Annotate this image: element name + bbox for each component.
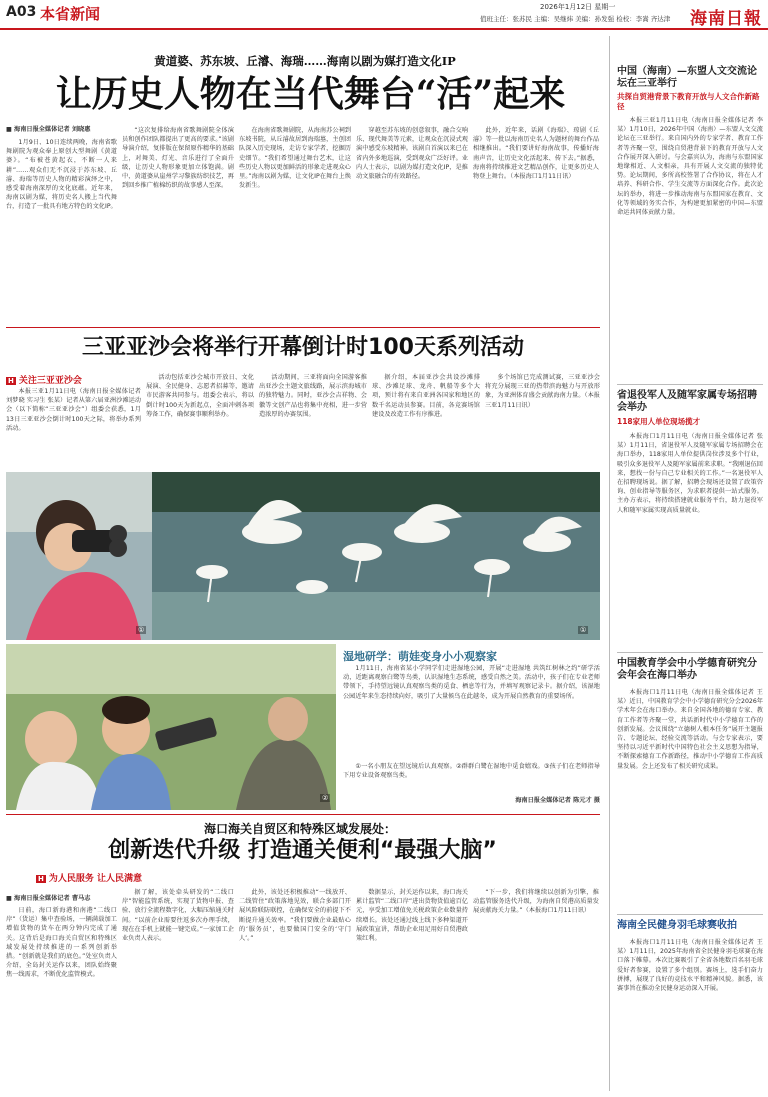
story1-col5: 此外，近年来，话剧《海瑞》、琼剧《丘濬》等一批以海南历史名人为题材的舞台作品相继推出。“我们要讲好海南故事，传播好海南声音，让历史文化活起来、传下去。”据悉，海南将持续推进文艺精品创作，让更多历史人物登上舞台。（本报海口1月11日讯）	[473, 127, 599, 181]
right-a4-text: 本报海口1月11日电（海南日报全媒体记者 王某）1月11日，2025年海南省全民健身羽毛球赛在海口落下帷幕。本次比赛吸引了全省各地数百名羽毛球爱好者参赛，设置了多个组别。赛场上，选手们奋力拼搏，展现了良好的竞技水平和精神风貌。据悉，该赛事旨在推动全民健身运动深入开展。	[617, 939, 763, 993]
story1-byline: ■ 海南日报全媒体记者 刘晓惠	[6, 126, 91, 133]
photo-caption-1-small: ①	[138, 626, 145, 634]
story3-col4: 数据显示，封关运作以来，海口海关累计监管“二线口岸”进出货物货值逾百亿元，享受加工增值免关税政策企业数量持续增长。该处还通过线上线下多种渠道开展政策宣讲，帮助企业用足用好自贸港政策红利。	[356, 889, 468, 943]
right-a1-sub: 共探自贸港背景下教育开放与人文合作新路径	[617, 92, 760, 111]
feature-list: ①一名小朋友在望远镜后认真观察。②群群白鹭在湿地中觅食嬉戏。③孩子们在老师指导下用专业设备观察鸟类。	[343, 763, 600, 780]
divider	[6, 327, 600, 328]
right-a2-text: 本报海口1月11日电（海南日报全媒体记者 张某）1月11日，省退役军人及随军家属专场招聘会在海口举办，118家用人单位提供岗位涉及多个行业，吸引众多退役军人及随军家属前来求职。“我刚退伍回来，想找一份与自己专业相关的工作。”一名退役军人在招聘现场说。据了解，招聘会现场还设置了政策咨询、创业指导等服务区，为求职者提供一站式服务。主办方表示，将持续搭建就业服务平台，助力退役军人和随军家属实现高质量就业。	[617, 433, 763, 514]
section-title: 本省新闻	[40, 5, 101, 23]
story2-col5: 多个场馆已完成测试赛，三亚亚沙会将充分展现三亚的热带滨海魅力与开放形象，为亚洲体育盛会贡献海南力量。（本报三亚1月11日讯）	[485, 374, 600, 409]
story3-tag	[36, 871, 142, 884]
divider	[617, 652, 763, 653]
story2-col1: 本报三亚1月11日电（海南日报全媒体记者 刘梦晓 实习生 张某）记者从第六届亚洲沙滩运动会（以下简称“三亚亚沙会”）组委会获悉，1月13日三亚亚沙会倒计时100天之际，将举办系列活动。	[6, 388, 141, 432]
child-binoculars-illustration	[6, 472, 152, 640]
right-a3-title: 中国教育学会中小学德育研究分会年会在海口举办	[617, 658, 757, 681]
story1-col3: 在海南省歌舞剧院，从海南苏公祠到东坡书院，从丘濬故居到海瑞墓，主创团队深入历史现场，走访专家学者，挖掘历史细节。“我们希望通过舞台艺术，让这些历史人物以更加鲜活的形象走进观众心里。”海南以剧为媒，让文化IP在舞台上焕发新生。	[239, 127, 351, 190]
tag-badge-icon: H	[8, 377, 14, 385]
right-a1-text: 本报三亚1月11日电（海南日报全媒体记者 李某）1月10日，2026年中国（海南）—东盟人文交流论坛在三亚举行。来自国内外的专家学者、教育工作者等齐聚一堂，围绕自贸港背景下的教育开放与人文合作展开深入研讨。与会嘉宾认为，海南与东盟国家地缘相近、人文相亲，具有开展人文交流的独特优势。论坛期间，多所高校签署了合作协议，将在人才培养、科研合作、学生交流等方面深化合作。此次论坛的举办，将进一步推动海南与东盟国家在教育、文化等领域的务实合作，为构建更加紧密的中国—东盟命运共同体贡献力量。	[617, 117, 763, 217]
feature-credit: 海南日报全媒体记者 陈元才 摄	[515, 797, 600, 804]
feature-title: 湿地研学：萌娃变身小小观察家	[343, 650, 497, 663]
story1-title: 让历史人物在当代舞台“活”起来	[55, 73, 566, 115]
story1-col1: 1月9日、10日连续两晚，海南省歌舞剧院为观众奉上原创大型舞剧《黄道婆》。“布被苍黄起衣，不断一人来耕”……观众们无不沉浸于苏东坡、丘濬、海瑞等历史人物的精彩演绎之中，感受着海南深厚的文化底蕴。近年来，海南以剧为媒，将历史名人搬上当代舞台，打造了一批具有地方特色的文化IP。	[6, 139, 117, 211]
tag-badge-icon: H	[38, 875, 44, 883]
right-a1-title: 中国（海南）—东盟人文交流论坛在三亚举行	[617, 66, 757, 89]
story2-tag	[6, 373, 82, 386]
column-divider	[609, 36, 610, 1091]
right-a4-title: 海南全民健身羽毛球赛收拍	[617, 920, 737, 931]
divider	[6, 814, 600, 815]
page-number: A03	[6, 4, 37, 20]
story3-col1: 日前，海口新海港和南港“二线口岸”（货运）集中查验场，一辆满载加工增值货物的货车在两分钟内完成了通关。这背后是海口海关自贸区和特殊区域发展处持续推进的一系列创新举措。“创新就是我们的底色。”处室负责人介绍，全岛封关运作以来，团队始终聚焦一线需求，不断优化监管模式。	[6, 907, 117, 979]
photo-egrets	[152, 472, 600, 640]
story3-col2: 据了解，该处牵头研发的“二线口岸”智能监管系统，实现了货物申报、查验、放行全流程数字化，大幅压缩通关时间。“以前企业需要往返多次办理手续，现在在手机上就能一键完成。”一家加工企业负责人表示。	[122, 889, 234, 943]
story3-title: 创新迭代升级 打造通关便利“最强大脑”	[108, 838, 497, 863]
story1-kicker: 黄道婆、苏东坡、丘濬、海瑞……海南以剧为媒打造文化IP	[154, 54, 456, 68]
right-a2-title: 省退役军人及随军家属专场招聘会举办	[617, 390, 757, 413]
story2-title: 三亚亚沙会将举行开幕倒计时100天系列活动	[82, 335, 524, 360]
photo-caption-1: ①	[580, 626, 587, 634]
story2-col4: 据介绍，本届亚沙会共设沙滩排球、沙滩足球、龙舟、帆船等多个大项，预计将有来自亚洲各国家和地区的数千名运动员参赛。目前，各竞赛场馆建设及改造工作有序推进。	[372, 374, 480, 418]
story2-col2: 活动包括亚沙会城市开放日、文化展演、全民健身、志愿者招募等，邀请市民游客共同参与。组委会表示，将以倒计时100天为新起点，全面冲刺各项筹备工作，确保赛事顺利举办。	[146, 374, 254, 418]
story3-col5: “下一步，我们将继续以创新为引擎，推动监管服务迭代升级，为海南自贸港高质量发展贡献海关力量。”（本报海口1月11日讯）	[473, 889, 599, 915]
story3-byline: ■ 海南日报全媒体记者 曹马志	[6, 895, 91, 902]
story2-tag-label: 关注三亚亚沙会	[18, 376, 82, 386]
page-header	[0, 0, 768, 30]
story1-col4: 穿越至苏东坡的创意叙事，融合交响乐、现代舞美等元素，让观众在沉浸式观演中感受东坡精神。该剧自首演以来已在省内外多地巡演，受到观众广泛好评。业内人士表示，以剧为媒打造文化IP，是推动文旅融合的有效路径。	[356, 127, 468, 181]
feature-text: 1月11日，海南省某小学同学们走进湿地公园，开展“走进湿地 共筑红树林之约”研学活动，近距离观察白鹭等鸟类，认识湿地生态系统，感受自然之美。活动中，孩子们在专业老师带领下，手持望远镜认真观察鸟类的觅食、栖息等行为，并填写观察记录卡。据介绍，该湿地公园近年来生态持续向好，吸引了大量候鸟在此越冬，成为开展自然教育的重要场所。	[343, 665, 600, 700]
divider	[617, 914, 763, 915]
kids-telescope-illustration	[6, 644, 336, 810]
story3-tag-label: 为人民服务 让人民满意	[48, 874, 142, 884]
egrets-illustration	[152, 472, 600, 640]
photo-caption-2: ②	[322, 794, 329, 802]
newspaper-logo: 海南日報	[690, 9, 762, 29]
right-a2-sub: 118家用人单位现场揽才	[617, 417, 701, 426]
divider	[617, 384, 763, 385]
story2-col3: 活动期间，三亚将面向全国游客推出亚沙会主题文旅线路，展示滨海城市的独特魅力。同时，亚沙会吉祥物、会徽等文创产品也将集中亮相，进一步营造浓厚的办赛氛围。	[259, 374, 367, 418]
editor-credits: 值班主任：张苏民 主编：吴继炜 美编：孙发强 检校：李嵩 齐达津	[480, 15, 671, 23]
story3-col3: 此外，该处还积极推动“一线放开、二线管住”政策落地见效，联合多部门开展风险联防联控，在确保安全的前提下不断提升通关效率。“我们要做企业最贴心的‘服务员’，也要做国门安全的‘守门人’。”	[239, 889, 351, 943]
story1-col2: “这次复排给海南省歌舞剧院全体演员和创作团队都提出了更高的要求。”该剧导演介绍，复排版在保留原作精华的基础上，对舞美、灯光、音乐进行了全面升级，让历史人物形象更加立体饱满。剧中，黄道婆从崖州学习黎族纺织技艺，再到回乡推广植棉纺织的故事感人至深。	[122, 127, 234, 190]
photo-kids-telescope	[6, 644, 336, 810]
story3-kicker: 海口海关自贸区和特殊区域发展处：	[203, 822, 396, 836]
issue-date: 2026年1月12日 星期一	[540, 3, 616, 11]
right-a3-text: 本报海口1月11日电（海南日报全媒体记者 王某）近日，中国教育学会中小学德育研究分会2026年学术年会在海口举办。来自全国各地的德育专家、教育工作者等齐聚一堂，共话新时代中小学德育工作的创新发展。会议围绕“立德树人根本任务”展开主题报告、专题论坛、经验交流等活动。与会专家表示，要坚持以习近平新时代中国特色社会主义思想为指导，不断探索德育工作新路径，推动中小学德育工作高质量发展。会上还发布了相关研究成果。	[617, 689, 763, 770]
photo-child-binoculars	[6, 472, 152, 640]
